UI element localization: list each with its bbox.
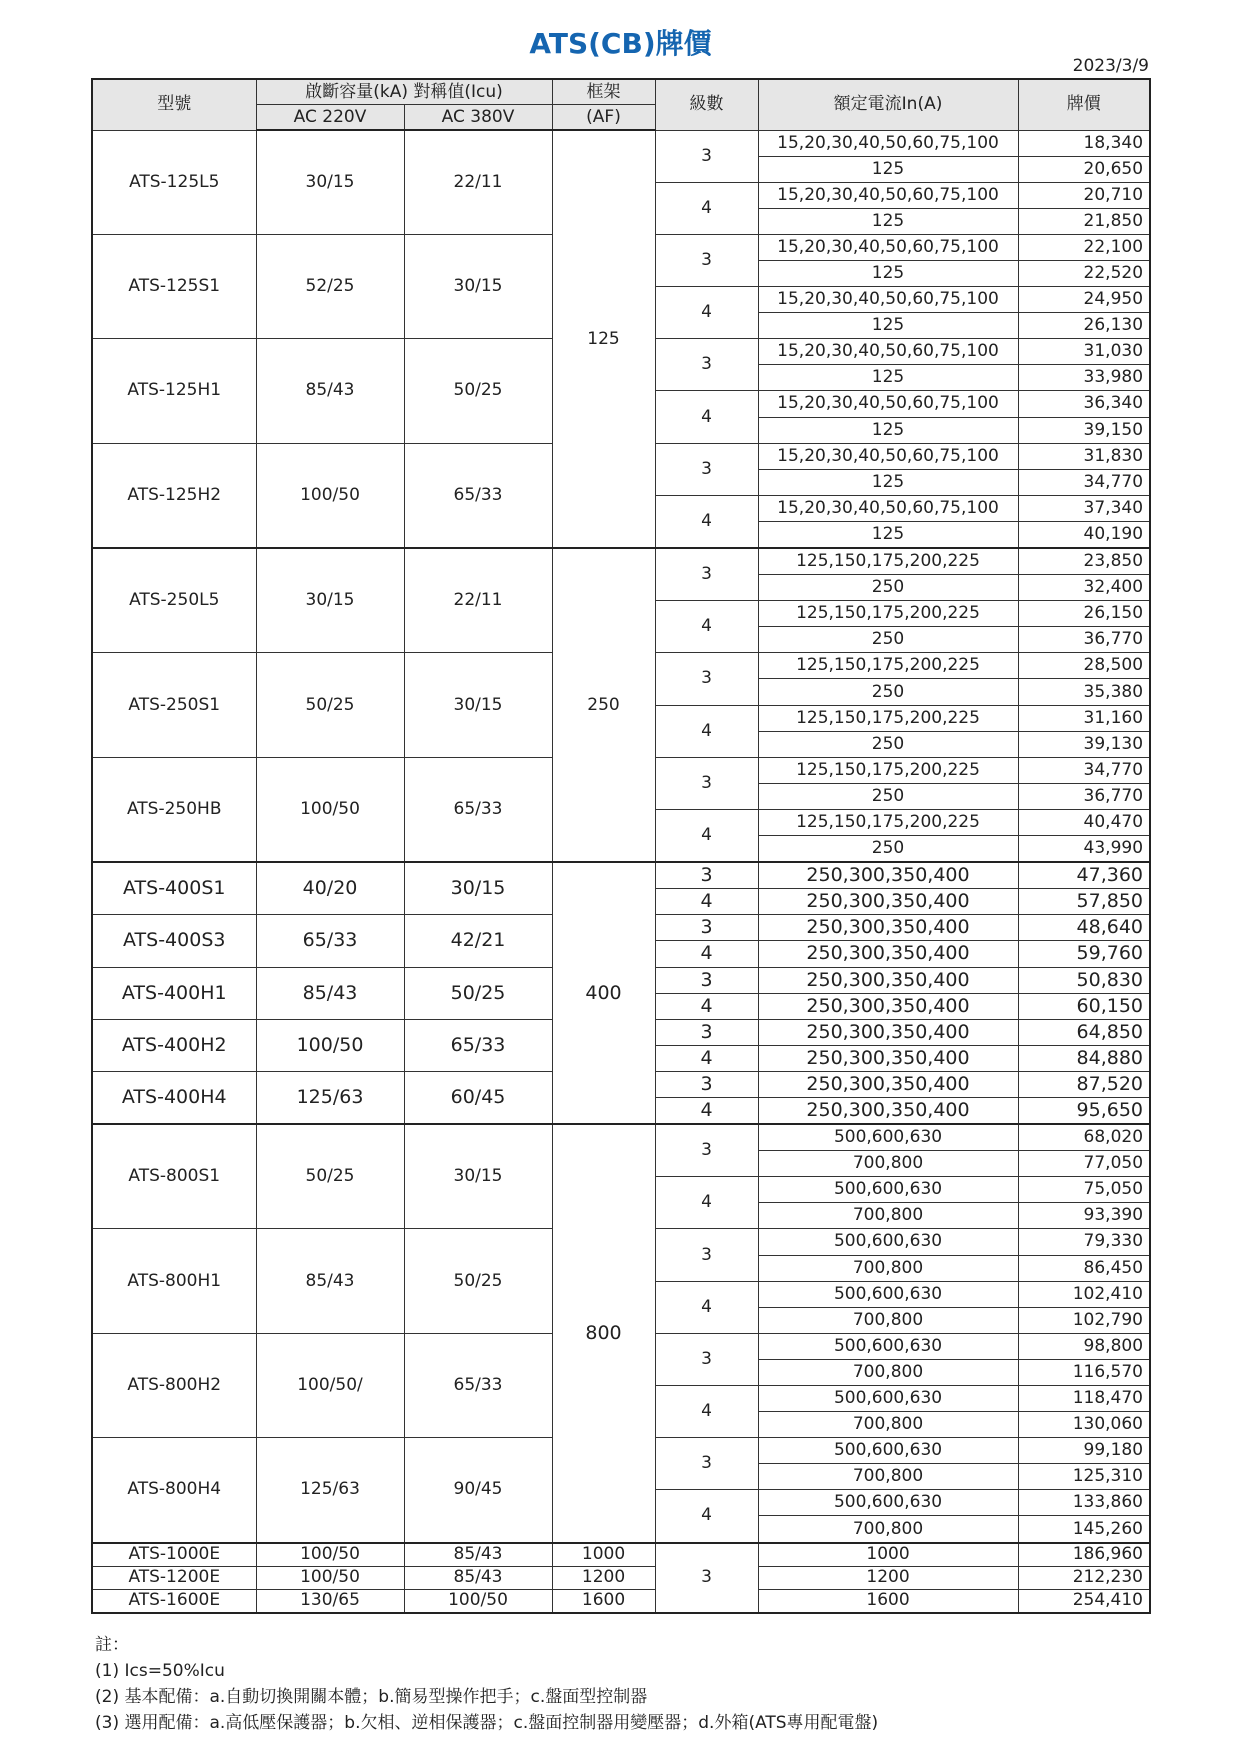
ac380-cell: 30/15 xyxy=(404,1124,552,1229)
current-cell: 15,20,30,40,50,60,75,100 xyxy=(758,234,1018,260)
header-price: 牌價 xyxy=(1018,79,1150,130)
price-cell: 102,410 xyxy=(1018,1281,1150,1307)
current-cell: 250,300,350,400 xyxy=(758,1097,1018,1124)
price-cell: 39,130 xyxy=(1018,731,1150,757)
ac380-cell: 100/50 xyxy=(404,1589,552,1613)
pole-cell: 3 xyxy=(655,1071,758,1097)
frame-cell: 1200 xyxy=(552,1566,655,1589)
pole-cell: 4 xyxy=(655,1045,758,1071)
pole-cell: 4 xyxy=(655,1281,758,1333)
table-row xyxy=(92,862,1150,889)
header-ac220: AC 220V xyxy=(256,105,404,131)
current-cell: 500,600,630 xyxy=(758,1124,1018,1151)
price-cell: 47,360 xyxy=(1018,862,1150,889)
price-cell: 39,150 xyxy=(1018,417,1150,443)
pole-cell: 4 xyxy=(655,993,758,1019)
price-cell: 48,640 xyxy=(1018,915,1150,941)
table-row xyxy=(92,1589,1150,1613)
current-cell: 125 xyxy=(758,417,1018,443)
pole-cell: 3 xyxy=(655,967,758,993)
current-cell: 125 xyxy=(758,260,1018,286)
model-cell: ATS-1600E xyxy=(92,1589,256,1613)
current-cell: 250,300,350,400 xyxy=(758,862,1018,889)
price-cell: 28,500 xyxy=(1018,653,1150,679)
pole-cell: 3 xyxy=(655,548,758,601)
pole-cell: 3 xyxy=(655,443,758,495)
ac220-cell: 50/25 xyxy=(256,1124,404,1229)
ac220-cell: 100/50 xyxy=(256,1543,404,1567)
current-cell: 125,150,175,200,225 xyxy=(758,548,1018,575)
current-cell: 500,600,630 xyxy=(758,1281,1018,1307)
header-capacity: 啟斷容量(kA) 對稱值(Icu) xyxy=(256,79,552,105)
price-cell: 59,760 xyxy=(1018,941,1150,967)
current-cell: 250,300,350,400 xyxy=(758,941,1018,967)
table-row xyxy=(92,1124,1150,1151)
price-cell: 145,260 xyxy=(1018,1516,1150,1543)
price-cell: 186,960 xyxy=(1018,1543,1150,1567)
current-cell: 125,150,175,200,225 xyxy=(758,809,1018,835)
current-cell: 15,20,30,40,50,60,75,100 xyxy=(758,443,1018,469)
ac220-cell: 40/20 xyxy=(256,862,404,915)
pole-cell: 3 xyxy=(655,862,758,889)
header-model: 型號 xyxy=(92,79,256,130)
current-cell: 700,800 xyxy=(758,1203,1018,1229)
pole-cell: 4 xyxy=(655,1097,758,1124)
ac220-cell: 85/43 xyxy=(256,967,404,1019)
price-cell: 26,130 xyxy=(1018,313,1150,339)
pole-cell: 4 xyxy=(655,1386,758,1438)
current-cell: 125 xyxy=(758,365,1018,391)
price-cell: 116,570 xyxy=(1018,1359,1150,1385)
price-cell: 254,410 xyxy=(1018,1589,1150,1613)
price-cell: 77,050 xyxy=(1018,1151,1150,1177)
pole-cell: 4 xyxy=(655,889,758,915)
header-rated-current: 額定電流In(A) xyxy=(758,79,1018,130)
model-cell: ATS-800H4 xyxy=(92,1438,256,1543)
current-cell: 125 xyxy=(758,521,1018,548)
price-cell: 98,800 xyxy=(1018,1333,1150,1359)
price-cell: 31,030 xyxy=(1018,339,1150,365)
frame-cell: 1600 xyxy=(552,1589,655,1613)
pole-cell: 3 xyxy=(655,653,758,705)
price-cell: 31,830 xyxy=(1018,443,1150,469)
ac380-cell: 90/45 xyxy=(404,1438,552,1543)
price-cell: 133,860 xyxy=(1018,1490,1150,1516)
frame-cell: 800 xyxy=(552,1124,655,1543)
price-cell: 125,310 xyxy=(1018,1464,1150,1490)
ac220-cell: 65/33 xyxy=(256,915,404,967)
ac380-cell: 30/15 xyxy=(404,653,552,757)
frame-cell: 1000 xyxy=(552,1543,655,1567)
current-cell: 250,300,350,400 xyxy=(758,1019,1018,1045)
current-cell: 1000 xyxy=(758,1543,1018,1567)
current-cell: 1600 xyxy=(758,1589,1018,1613)
current-cell: 15,20,30,40,50,60,75,100 xyxy=(758,130,1018,156)
pole-cell: 3 xyxy=(655,1229,758,1281)
ac220-cell: 85/43 xyxy=(256,339,404,443)
ac380-cell: 22/11 xyxy=(404,548,552,653)
price-cell: 84,880 xyxy=(1018,1045,1150,1071)
price-cell: 22,520 xyxy=(1018,260,1150,286)
price-cell: 50,830 xyxy=(1018,967,1150,993)
current-cell: 125,150,175,200,225 xyxy=(758,653,1018,679)
pole-cell: 4 xyxy=(655,1490,758,1543)
table-row xyxy=(92,548,1150,575)
header-poles: 級數 xyxy=(655,79,758,130)
current-cell: 500,600,630 xyxy=(758,1229,1018,1255)
price-cell: 93,390 xyxy=(1018,1203,1150,1229)
ac380-cell: 65/33 xyxy=(404,1019,552,1071)
model-cell: ATS-125L5 xyxy=(92,130,256,234)
price-cell: 37,340 xyxy=(1018,495,1150,521)
ac220-cell: 50/25 xyxy=(256,653,404,757)
current-cell: 15,20,30,40,50,60,75,100 xyxy=(758,339,1018,365)
page-title: ATS(CB)牌價 xyxy=(529,27,712,60)
price-cell: 68,020 xyxy=(1018,1124,1150,1151)
model-cell: ATS-400S3 xyxy=(92,915,256,967)
current-cell: 250,300,350,400 xyxy=(758,1071,1018,1097)
note-item: (1) Ics=50%Icu xyxy=(95,1661,225,1681)
header-ac380: AC 380V xyxy=(404,105,552,131)
table-row xyxy=(92,1566,1150,1589)
price-cell: 60,150 xyxy=(1018,993,1150,1019)
current-cell: 125 xyxy=(758,469,1018,495)
model-cell: ATS-125S1 xyxy=(92,234,256,338)
current-cell: 250,300,350,400 xyxy=(758,993,1018,1019)
current-cell: 15,20,30,40,50,60,75,100 xyxy=(758,495,1018,521)
current-cell: 700,800 xyxy=(758,1516,1018,1543)
price-cell: 26,150 xyxy=(1018,601,1150,627)
price-cell: 21,850 xyxy=(1018,208,1150,234)
model-cell: ATS-125H1 xyxy=(92,339,256,443)
price-cell: 57,850 xyxy=(1018,889,1150,915)
table-body xyxy=(92,130,1150,1613)
current-cell: 15,20,30,40,50,60,75,100 xyxy=(758,287,1018,313)
price-cell: 86,450 xyxy=(1018,1255,1150,1281)
pole-cell: 3 xyxy=(655,130,758,182)
current-cell: 125,150,175,200,225 xyxy=(758,601,1018,627)
current-cell: 250 xyxy=(758,836,1018,863)
price-cell: 32,400 xyxy=(1018,575,1150,601)
current-cell: 700,800 xyxy=(758,1359,1018,1385)
model-cell: ATS-250S1 xyxy=(92,653,256,757)
pole-cell: 4 xyxy=(655,391,758,443)
price-cell: 130,060 xyxy=(1018,1412,1150,1438)
current-cell: 500,600,630 xyxy=(758,1333,1018,1359)
price-cell: 35,380 xyxy=(1018,679,1150,705)
pole-cell: 4 xyxy=(655,182,758,234)
ac380-cell: 60/45 xyxy=(404,1071,552,1124)
price-date: 2023/3/9 xyxy=(1072,56,1149,76)
ac220-cell: 125/63 xyxy=(256,1071,404,1124)
current-cell: 125 xyxy=(758,313,1018,339)
pole-cell: 4 xyxy=(655,1177,758,1229)
current-cell: 1200 xyxy=(758,1566,1018,1589)
price-cell: 87,520 xyxy=(1018,1071,1150,1097)
ac220-cell: 85/43 xyxy=(256,1229,404,1333)
current-cell: 15,20,30,40,50,60,75,100 xyxy=(758,182,1018,208)
price-cell: 22,100 xyxy=(1018,234,1150,260)
price-cell: 20,650 xyxy=(1018,156,1150,182)
note-item: (3) 選用配備：a.高低壓保護器；b.欠相、逆相保護器；c.盤面控制器用變壓器；d.外箱(ATS專用配電盤) xyxy=(95,1713,879,1733)
current-cell: 125 xyxy=(758,156,1018,182)
current-cell: 250,300,350,400 xyxy=(758,967,1018,993)
price-cell: 43,990 xyxy=(1018,836,1150,863)
current-cell: 125,150,175,200,225 xyxy=(758,757,1018,783)
current-cell: 700,800 xyxy=(758,1255,1018,1281)
price-cell: 24,950 xyxy=(1018,287,1150,313)
current-cell: 250 xyxy=(758,679,1018,705)
table-row xyxy=(92,130,1150,156)
price-cell: 23,850 xyxy=(1018,548,1150,575)
frame-cell: 125 xyxy=(552,130,655,548)
current-cell: 700,800 xyxy=(758,1412,1018,1438)
current-cell: 250 xyxy=(758,783,1018,809)
pole-cell: 4 xyxy=(655,705,758,757)
ac220-cell: 100/50 xyxy=(256,443,404,548)
model-cell: ATS-1000E xyxy=(92,1543,256,1567)
model-cell: ATS-800H1 xyxy=(92,1229,256,1333)
price-cell: 95,650 xyxy=(1018,1097,1150,1124)
pole-cell: 3 xyxy=(655,757,758,809)
pole-cell: 3 xyxy=(655,234,758,286)
ac380-cell: 22/11 xyxy=(404,130,552,234)
pole-cell: 3 xyxy=(655,1333,758,1385)
price-cell: 99,180 xyxy=(1018,1438,1150,1464)
model-cell: ATS-125H2 xyxy=(92,443,256,548)
price-cell: 36,770 xyxy=(1018,783,1150,809)
pole-cell: 4 xyxy=(655,601,758,653)
current-cell: 250,300,350,400 xyxy=(758,1045,1018,1071)
ac380-cell: 42/21 xyxy=(404,915,552,967)
current-cell: 700,800 xyxy=(758,1151,1018,1177)
current-cell: 250,300,350,400 xyxy=(758,889,1018,915)
ac220-cell: 100/50 xyxy=(256,757,404,862)
model-cell: ATS-250L5 xyxy=(92,548,256,653)
pole-cell: 4 xyxy=(655,941,758,967)
model-cell: ATS-400H4 xyxy=(92,1071,256,1124)
current-cell: 700,800 xyxy=(758,1464,1018,1490)
model-cell: ATS-400S1 xyxy=(92,862,256,915)
model-cell: ATS-400H2 xyxy=(92,1019,256,1071)
price-cell: 36,770 xyxy=(1018,627,1150,653)
ac380-cell: 85/43 xyxy=(404,1566,552,1589)
ac220-cell: 125/63 xyxy=(256,1438,404,1543)
ac380-cell: 65/33 xyxy=(404,1333,552,1437)
table-header xyxy=(92,79,1150,130)
ac220-cell: 52/25 xyxy=(256,234,404,338)
ac380-cell: 50/25 xyxy=(404,339,552,443)
price-cell: 40,190 xyxy=(1018,521,1150,548)
price-cell: 79,330 xyxy=(1018,1229,1150,1255)
ac380-cell: 30/15 xyxy=(404,862,552,915)
price-table xyxy=(91,78,1151,1614)
pole-cell: 4 xyxy=(655,495,758,548)
price-cell: 18,340 xyxy=(1018,130,1150,156)
ac380-cell: 50/25 xyxy=(404,1229,552,1333)
price-cell: 36,340 xyxy=(1018,391,1150,417)
ac380-cell: 30/15 xyxy=(404,234,552,338)
pole-cell: 3 xyxy=(655,339,758,391)
current-cell: 700,800 xyxy=(758,1307,1018,1333)
ac220-cell: 100/50/ xyxy=(256,1333,404,1437)
pole-cell: 3 xyxy=(655,1019,758,1045)
ac220-cell: 100/50 xyxy=(256,1019,404,1071)
price-cell: 20,710 xyxy=(1018,182,1150,208)
price-cell: 212,230 xyxy=(1018,1566,1150,1589)
header-frame: 框架 xyxy=(552,79,655,105)
pole-cell: 4 xyxy=(655,287,758,339)
pole-cell: 3 xyxy=(655,1124,758,1177)
price-cell: 33,980 xyxy=(1018,365,1150,391)
current-cell: 250 xyxy=(758,575,1018,601)
model-cell: ATS-800S1 xyxy=(92,1124,256,1229)
price-cell: 75,050 xyxy=(1018,1177,1150,1203)
model-cell: ATS-800H2 xyxy=(92,1333,256,1437)
ac380-cell: 65/33 xyxy=(404,757,552,862)
ac380-cell: 50/25 xyxy=(404,967,552,1019)
price-cell: 31,160 xyxy=(1018,705,1150,731)
current-cell: 500,600,630 xyxy=(758,1438,1018,1464)
frame-cell: 400 xyxy=(552,862,655,1124)
price-cell: 34,770 xyxy=(1018,469,1150,495)
header-frame-unit: (AF) xyxy=(552,105,655,131)
current-cell: 500,600,630 xyxy=(758,1386,1018,1412)
price-cell: 34,770 xyxy=(1018,757,1150,783)
pole-cell: 3 xyxy=(655,1543,758,1613)
current-cell: 250,300,350,400 xyxy=(758,915,1018,941)
ac220-cell: 130/65 xyxy=(256,1589,404,1613)
note-item: (2) 基本配備：a.自動切換開關本體；b.簡易型操作把手；c.盤面型控制器 xyxy=(95,1687,648,1707)
ac380-cell: 85/43 xyxy=(404,1543,552,1567)
price-cell: 64,850 xyxy=(1018,1019,1150,1045)
frame-cell: 250 xyxy=(552,548,655,862)
pole-cell: 3 xyxy=(655,915,758,941)
notes-heading: 註： xyxy=(95,1635,129,1655)
pole-cell: 4 xyxy=(655,809,758,862)
current-cell: 15,20,30,40,50,60,75,100 xyxy=(758,391,1018,417)
table-row xyxy=(92,1543,1150,1567)
ac220-cell: 30/15 xyxy=(256,548,404,653)
current-cell: 250 xyxy=(758,627,1018,653)
current-cell: 250 xyxy=(758,731,1018,757)
price-cell: 118,470 xyxy=(1018,1386,1150,1412)
ac220-cell: 30/15 xyxy=(256,130,404,234)
notes xyxy=(95,1632,878,1736)
price-cell: 40,470 xyxy=(1018,809,1150,835)
model-cell: ATS-400H1 xyxy=(92,967,256,1019)
current-cell: 125 xyxy=(758,208,1018,234)
current-cell: 500,600,630 xyxy=(758,1177,1018,1203)
pole-cell: 3 xyxy=(655,1438,758,1490)
price-cell: 102,790 xyxy=(1018,1307,1150,1333)
model-cell: ATS-1200E xyxy=(92,1566,256,1589)
current-cell: 500,600,630 xyxy=(758,1490,1018,1516)
model-cell: ATS-250HB xyxy=(92,757,256,862)
ac380-cell: 65/33 xyxy=(404,443,552,548)
current-cell: 125,150,175,200,225 xyxy=(758,705,1018,731)
ac220-cell: 100/50 xyxy=(256,1566,404,1589)
